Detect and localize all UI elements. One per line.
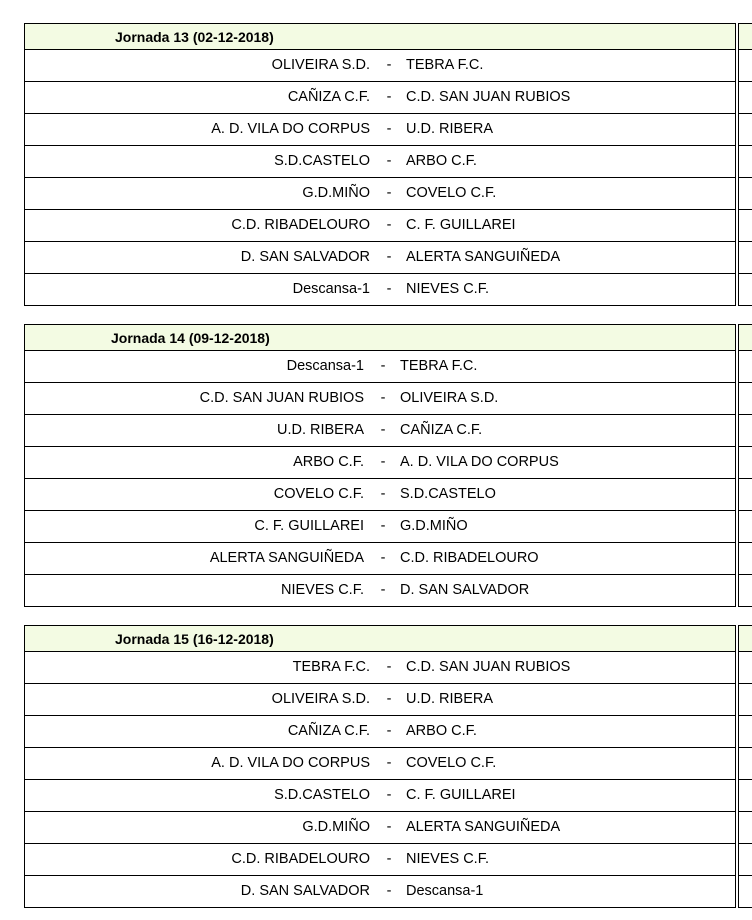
away-team: COVELO C.F. [406, 755, 497, 771]
home-team: Descansa-1 [286, 358, 364, 374]
strip-row [739, 242, 752, 274]
match-separator: - [380, 454, 386, 470]
match-row [25, 351, 735, 383]
match-row [25, 575, 735, 606]
home-team: ALERTA SANGUIÑEDA [209, 550, 364, 566]
away-team: U.D. RIBERA [406, 691, 494, 707]
home-team: CAÑIZA C.F. [287, 89, 370, 105]
match-separator: - [386, 89, 392, 105]
match-separator: - [380, 390, 386, 406]
strip-row [739, 351, 752, 383]
match-row [25, 178, 735, 210]
away-team: ARBO C.F. [406, 153, 477, 169]
match-row [25, 210, 735, 242]
match-separator: - [386, 691, 392, 707]
away-team: A. D. VILA DO CORPUS [400, 454, 559, 470]
strip-row [739, 146, 752, 178]
strip-row [739, 543, 752, 575]
away-team: NIEVES C.F. [406, 851, 489, 867]
strip-header [739, 24, 752, 50]
match-row [25, 146, 735, 178]
home-team: C.D. RIBADELOURO [231, 217, 370, 233]
jornada-header [25, 24, 735, 50]
home-team: OLIVEIRA S.D. [271, 57, 370, 73]
match-row [25, 479, 735, 511]
jornada-14-table [24, 324, 736, 607]
match-separator: - [386, 185, 392, 201]
home-team: A. D. VILA DO CORPUS [211, 755, 370, 771]
away-team: COVELO C.F. [406, 185, 497, 201]
home-team: OLIVEIRA S.D. [271, 691, 370, 707]
away-team: OLIVEIRA S.D. [400, 390, 499, 406]
jornada-15-table [24, 625, 736, 908]
strip-row [739, 684, 752, 716]
match-row [25, 780, 735, 812]
away-team: S.D.CASTELO [400, 486, 496, 502]
strip-row [739, 812, 752, 844]
match-row [25, 511, 735, 543]
match-row [25, 543, 735, 575]
jornada-title: Jornada 14 (09-12-2018) [111, 330, 270, 346]
home-team: Descansa-1 [292, 281, 370, 297]
strip-row [739, 415, 752, 447]
match-row [25, 652, 735, 684]
away-team: ALERTA SANGUIÑEDA [406, 819, 561, 835]
match-row [25, 242, 735, 274]
away-team: C.D. SAN JUAN RUBIOS [406, 659, 571, 675]
home-team: D. SAN SALVADOR [240, 249, 370, 265]
strip-row [739, 652, 752, 684]
strip-header [739, 626, 752, 652]
next-column-edge [738, 23, 752, 306]
match-row [25, 812, 735, 844]
match-row [25, 415, 735, 447]
jornada-title: Jornada 13 (02-12-2018) [115, 29, 274, 45]
match-separator: - [386, 281, 392, 297]
home-team: C.D. RIBADELOURO [231, 851, 370, 867]
strip-row [739, 716, 752, 748]
home-team: C. F. GUILLAREI [254, 518, 364, 534]
match-separator: - [386, 787, 392, 803]
away-team: Descansa-1 [406, 883, 484, 899]
strip-row [739, 82, 752, 114]
away-team: NIEVES C.F. [406, 281, 489, 297]
match-row [25, 876, 735, 907]
strip-row [739, 50, 752, 82]
match-separator: - [380, 518, 386, 534]
match-separator: - [386, 723, 392, 739]
match-list [25, 351, 735, 606]
match-row [25, 274, 735, 305]
strip-row [739, 575, 752, 606]
home-team: NIEVES C.F. [281, 582, 364, 598]
away-team: C. F. GUILLAREI [406, 787, 516, 803]
match-separator: - [386, 851, 392, 867]
home-team: A. D. VILA DO CORPUS [211, 121, 370, 137]
match-separator: - [386, 217, 392, 233]
strip-row [739, 748, 752, 780]
strip-row [739, 844, 752, 876]
away-team: TEBRA F.C. [400, 358, 478, 374]
match-row [25, 447, 735, 479]
match-separator: - [380, 358, 386, 374]
match-separator: - [386, 755, 392, 771]
home-team: G.D.MIÑO [302, 819, 370, 835]
away-team: G.D.MIÑO [400, 518, 468, 534]
home-team: S.D.CASTELO [274, 787, 370, 803]
away-team: C.D. RIBADELOURO [400, 550, 539, 566]
strip-row [739, 114, 752, 146]
away-team: CAÑIZA C.F. [400, 422, 483, 438]
away-team: C.D. SAN JUAN RUBIOS [406, 89, 571, 105]
match-separator: - [386, 819, 392, 835]
strip-row [739, 447, 752, 479]
home-team: U.D. RIBERA [276, 422, 364, 438]
match-row [25, 383, 735, 415]
match-row [25, 684, 735, 716]
match-row [25, 844, 735, 876]
match-separator: - [386, 121, 392, 137]
match-row [25, 82, 735, 114]
home-team: D. SAN SALVADOR [240, 883, 370, 899]
away-team: D. SAN SALVADOR [400, 582, 530, 598]
match-separator: - [380, 550, 386, 566]
match-row [25, 748, 735, 780]
strip-row [739, 780, 752, 812]
home-team: ARBO C.F. [293, 454, 364, 470]
strip-row [739, 479, 752, 511]
match-separator: - [386, 249, 392, 265]
next-column-edge [738, 324, 752, 607]
match-separator: - [386, 883, 392, 899]
jornada-title: Jornada 15 (16-12-2018) [115, 631, 274, 647]
strip-row [739, 383, 752, 415]
strip-row [739, 210, 752, 242]
match-row [25, 114, 735, 146]
away-team: ARBO C.F. [406, 723, 477, 739]
away-team: C. F. GUILLAREI [406, 217, 516, 233]
away-team: U.D. RIBERA [406, 121, 494, 137]
jornada-header [25, 325, 735, 351]
strip-row [739, 511, 752, 543]
away-team: TEBRA F.C. [406, 57, 484, 73]
home-team: COVELO C.F. [273, 486, 364, 502]
match-list [25, 50, 735, 305]
home-team: C.D. SAN JUAN RUBIOS [199, 390, 364, 406]
strip-header [739, 325, 752, 351]
home-team: S.D.CASTELO [274, 153, 370, 169]
strip-row [739, 876, 752, 907]
home-team: G.D.MIÑO [302, 185, 370, 201]
next-column-edge [738, 625, 752, 908]
away-team: ALERTA SANGUIÑEDA [406, 249, 561, 265]
strip-row [739, 274, 752, 305]
home-team: CAÑIZA C.F. [287, 723, 370, 739]
match-separator: - [386, 153, 392, 169]
jornada-13-table [24, 23, 736, 306]
strip-row [739, 178, 752, 210]
match-separator: - [386, 659, 392, 675]
home-team: TEBRA F.C. [292, 659, 370, 675]
match-separator: - [386, 57, 392, 73]
match-list [25, 652, 735, 907]
match-separator: - [380, 582, 386, 598]
jornada-header [25, 626, 735, 652]
match-row [25, 50, 735, 82]
match-separator: - [380, 422, 386, 438]
match-row [25, 716, 735, 748]
match-separator: - [380, 486, 386, 502]
